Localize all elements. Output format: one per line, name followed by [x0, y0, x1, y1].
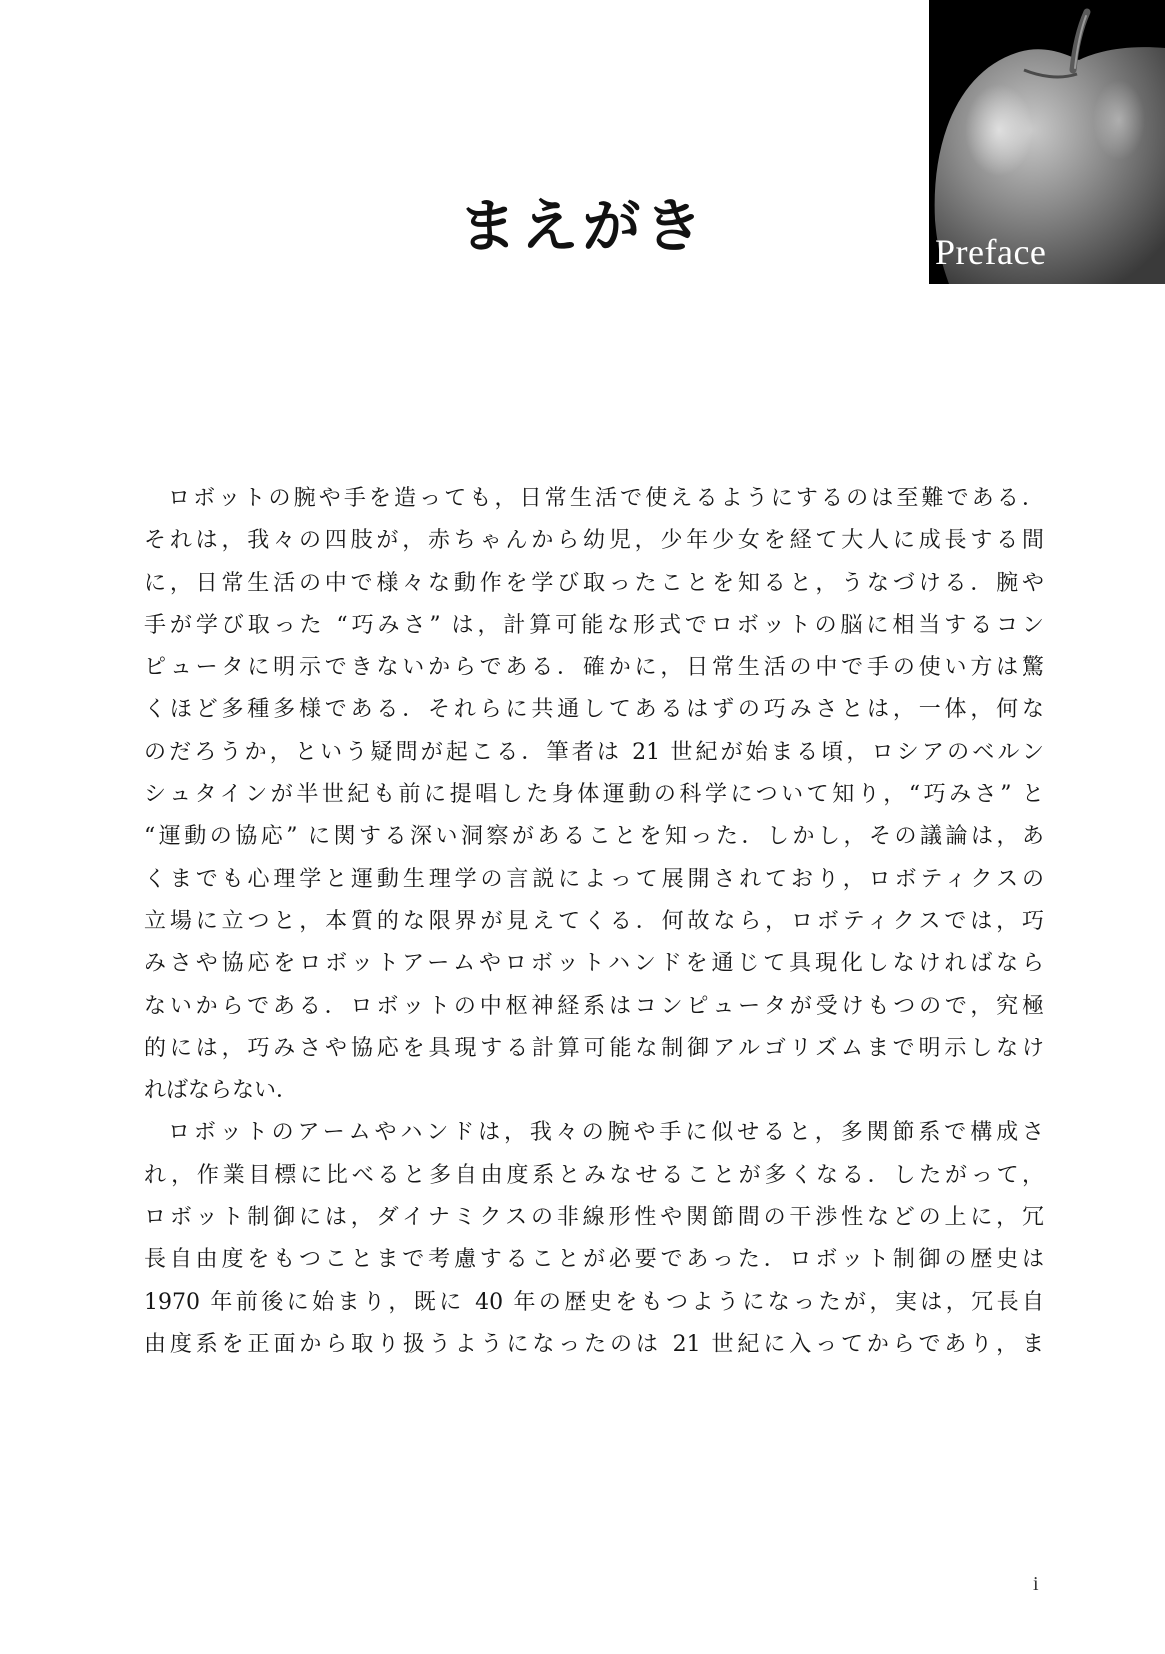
text-line: ればならない． [144, 1078, 299, 1104]
text-line: 立場に立つと，本質的な限界が見えてくる．何故なら，ロボティクスでは，巧 [144, 908, 1044, 934]
text-line: 手が学び取った “巧みさ” は，計算可能な形式でロボットの脳に相当するコン [144, 612, 1044, 638]
text-line: ないからである．ロボットの中枢神経系はコンピュータが受けもつので，究極 [144, 993, 1044, 1019]
text-line: に，日常生活の中で様々な動作を学び取ったことを知ると，うなづける．腕や [144, 570, 1044, 596]
text-line: 1970 年前後に始まり，既に 40 年の歴史をもつようになったが，実は，冗長自 [144, 1289, 1044, 1315]
text-line: “運動の協応” に関する深い洞察があることを知った．しかし，その議論は，あ [144, 824, 1044, 850]
text-line: ロボットのアームやハンドは，我々の腕や手に似せると，多関節系で構成さ [168, 1120, 1044, 1146]
text-line: れ，作業目標に比べると多自由度系とみなせることが多くなる．したがって， [144, 1162, 1044, 1188]
text-line: みさや協応をロボットアームやロボットハンドを通じて具現化しなければなら [144, 951, 1044, 977]
text-line: 由度系を正面から取り扱うようになったのは 21 世紀に入ってからであり，ま [144, 1331, 1044, 1357]
text-line: ロボットの腕や手を造っても，日常生活で使えるようにするのは至難である． [168, 486, 1044, 511]
text-line: ピュータに明示できないからである．確かに，日常生活の中で手の使い方は驚 [144, 655, 1044, 681]
text-line: 的には，巧みさや協応を具現する計算可能な制御アルゴリズムまで明示しなけ [144, 1035, 1044, 1061]
text-line: 長自由度をもつことまで考慮することが必要であった．ロボット制御の歴史は [144, 1247, 1044, 1273]
body-text [144, 478, 1044, 1366]
text-line: それは，我々の四肢が，赤ちゃんから幼児，少年少女を経て大人に成長する間 [144, 528, 1044, 554]
corner-label: Preface [935, 232, 1047, 272]
text-line: ロボット制御には，ダイナミクスの非線形性や関節間の干渉性などの上に，冗 [144, 1205, 1044, 1231]
page-number: i [1033, 1573, 1039, 1595]
text-line: のだろうか，という疑問が起こる．筆者は 21 世紀が始まる頃，ロシアのベルン [144, 739, 1044, 765]
text-line: シュタインが半世紀も前に提唱した身体運動の科学について知り，“巧みさ” と [144, 782, 1044, 808]
text-line: くまでも心理学と運動生理学の言説によって展開されており，ロボティクスの [144, 866, 1044, 892]
page-title: まえがき [458, 192, 707, 260]
text-line: くほど多種多様である．それらに共通してあるはずの巧みさとは，一体，何な [144, 697, 1044, 723]
